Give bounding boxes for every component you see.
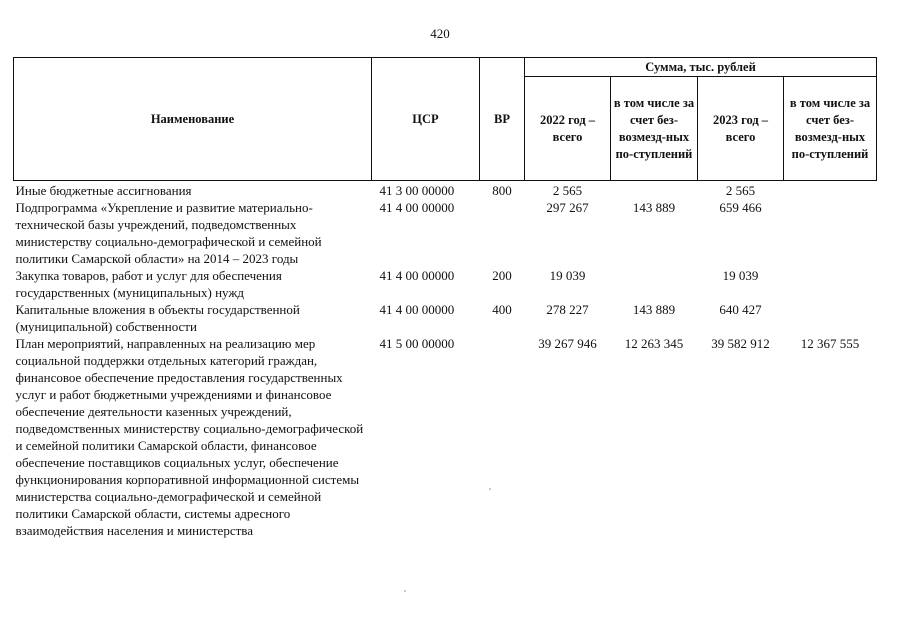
row-2023-total: 19 039	[722, 268, 759, 283]
row-csr: 41 4 00 00000	[379, 302, 455, 317]
table-body	[14, 181, 877, 540]
row-name: Иные бюджетные ассигнования	[15, 183, 192, 198]
row-2023-total: 2 565	[725, 183, 756, 198]
table-row	[14, 199, 877, 267]
header-2022-total: 2022 год – всего	[525, 77, 611, 181]
row-vr: 200	[492, 268, 512, 283]
row-2022-free: 143 889	[632, 302, 676, 317]
row-2022-total: 39 267 946	[538, 336, 597, 351]
row-2022-free	[611, 267, 698, 301]
row-2023-total: 39 582 912	[711, 336, 770, 351]
row-csr: 41 5 00 00000	[379, 336, 455, 351]
row-2023-total: 659 466	[719, 200, 762, 215]
row-2022-free: 143 889	[632, 200, 676, 215]
row-2023-free	[784, 199, 877, 267]
header-vr: ВР	[480, 58, 525, 181]
row-2023-free	[784, 181, 877, 200]
row-2022-total: 2 565	[552, 183, 583, 198]
table-row	[14, 267, 877, 301]
row-2022-total: 278 227	[546, 302, 589, 317]
row-vr: 800	[492, 183, 512, 198]
row-2023-free	[784, 301, 877, 335]
row-2022-total: 297 267	[546, 200, 589, 215]
row-name: План мероприятий, направленных на реализацию мер социальной поддержки отдельных категорий граждан, финансовое обеспечение предоставления государственных услуг и работ бюджетными учреждениями и финансовое обеспечение деятельности казенных учреждений, подведомственных министерству социально-демографической и семейной политики Самарской области, финансовое обеспечение поставщиков социальных услуг, обеспечение функционирования корпоративной информационной системы министерства социально-демографической и семейной политики Самарской области, системы адресного взаимодействия населения и министерства	[15, 336, 364, 538]
header-sum: Сумма, тыс. рублей	[525, 58, 877, 77]
row-vr	[480, 199, 525, 267]
row-name: Капитальные вложения в объекты государственной (муниципальной) собственности	[15, 302, 300, 334]
budget-table	[13, 57, 877, 539]
row-csr: 41 3 00 00000	[379, 183, 455, 198]
page-number: 420	[430, 26, 450, 41]
row-2022-free: 12 263 345	[624, 336, 684, 351]
table-header	[14, 58, 877, 181]
row-2023-total: 640 427	[719, 302, 762, 317]
header-name: Наименование	[14, 58, 372, 181]
row-2023-free: 12 367 555	[800, 336, 860, 351]
table-row	[14, 335, 877, 539]
table-row	[14, 181, 877, 200]
row-name: Подпрограмма «Укрепление и развитие материально-технической базы учреждений, подведомственных министерству социально-демографической и семейной политики Самарской области» на 2014 – 2023 годы	[15, 200, 322, 266]
header-csr: ЦСР	[372, 58, 480, 181]
row-name: Закупка товаров, работ и услуг для обеспечения государственных (муниципальных) нужд	[15, 268, 282, 300]
row-2023-free	[784, 267, 877, 301]
row-csr: 41 4 00 00000	[379, 268, 455, 283]
header-2022-free: в том числе за счет без-возмезд-ных по-ступлений	[611, 77, 698, 181]
table-row	[14, 301, 877, 335]
scan-speck	[489, 488, 491, 490]
row-vr: 400	[492, 302, 512, 317]
scan-speck	[404, 590, 406, 592]
header-2023-free: в том числе за счет без-возмезд-ных по-ступлений	[784, 77, 877, 181]
row-2022-free	[611, 181, 698, 200]
row-csr: 41 4 00 00000	[379, 200, 455, 215]
row-2022-total: 19 039	[549, 268, 586, 283]
header-2023-total: 2023 год – всего	[698, 77, 784, 181]
row-vr	[480, 335, 525, 539]
